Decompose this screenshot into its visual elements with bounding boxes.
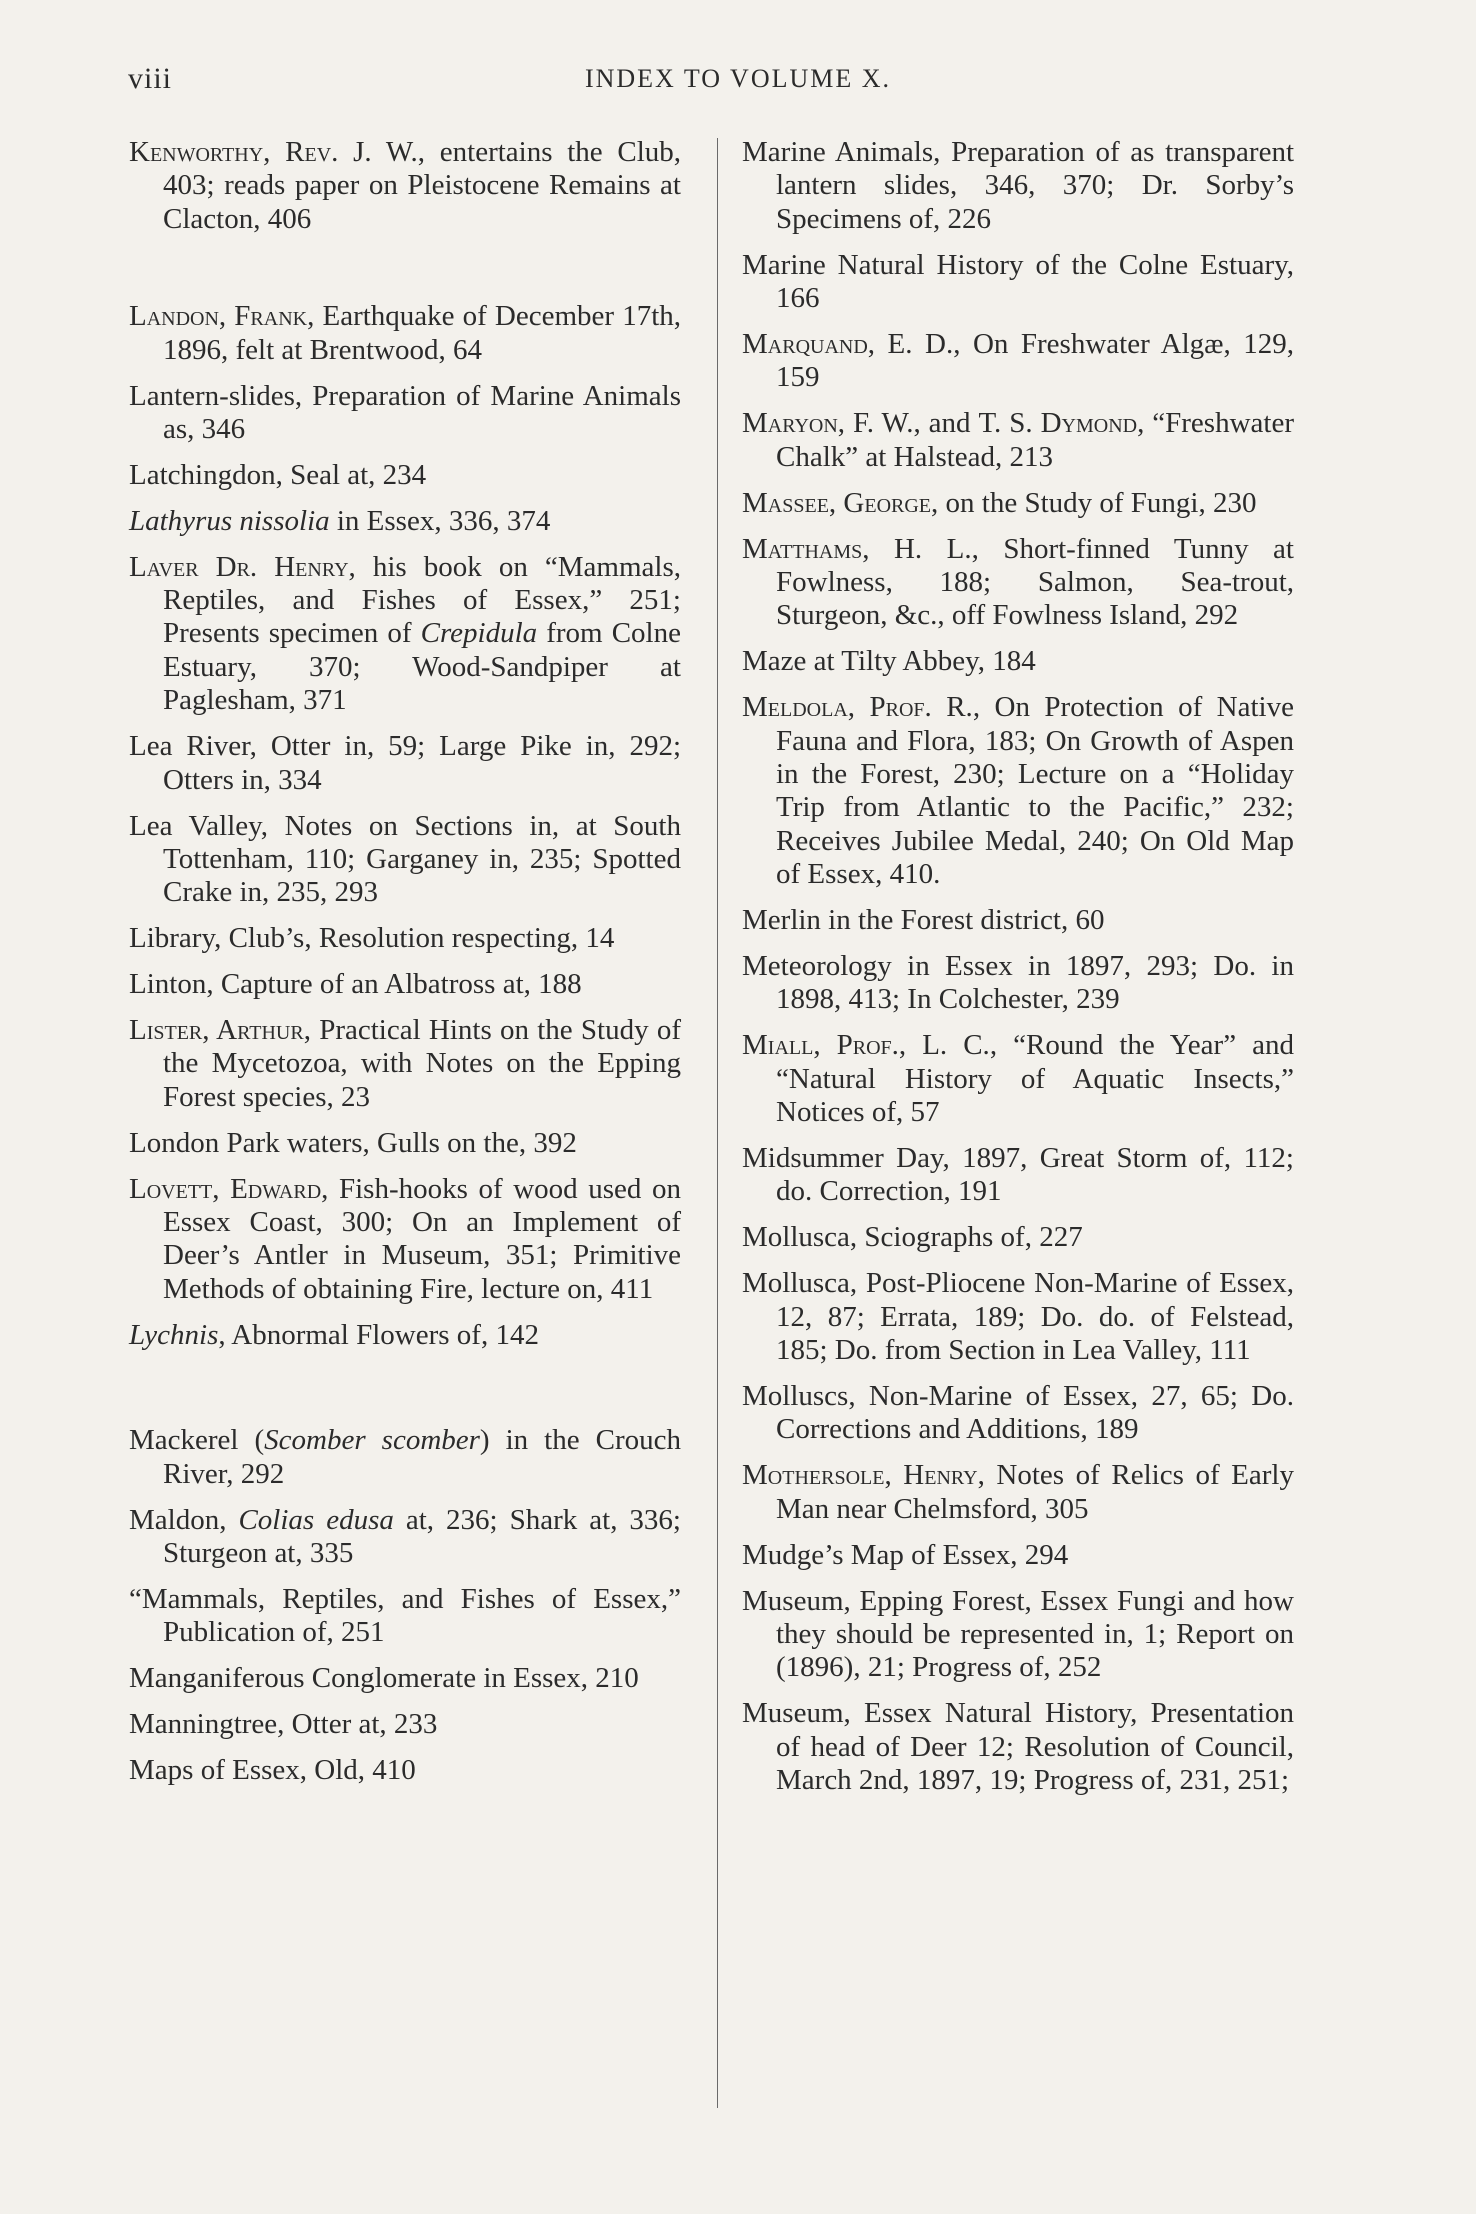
- index-entry: [129, 1127, 681, 1160]
- entry-name: Meldola, Prof. R.: [742, 691, 973, 724]
- page-number: viii: [128, 62, 173, 95]
- index-entry: [742, 136, 1294, 236]
- index-entry: [129, 1708, 681, 1741]
- entry-italic-term: Colias edusa: [238, 1503, 394, 1536]
- entry-name: Miall, Prof., L. C.: [742, 1029, 990, 1062]
- entry-text: Molluscs, Non-Marine of Essex, 27, 65; Do. Corrections and Additions, 189: [742, 1380, 1294, 1446]
- entry-text: London Park waters, Gulls on the, 392: [129, 1126, 577, 1159]
- index-entry: [129, 1014, 681, 1114]
- entry-text: ) in the Crouch River, 292: [163, 1424, 681, 1490]
- entry-text: Mollusca, Sciographs of, 227: [742, 1221, 1083, 1254]
- index-entry: [742, 487, 1294, 520]
- index-entry: [129, 380, 681, 447]
- index-entry: [742, 1221, 1294, 1254]
- entry-text: , Fish-hooks of wood used on Essex Coast, 300; On an Implement of Deer’s Antler in Museum, 351; Primitive Methods of obtaining Fire, lecture on, 411: [163, 1172, 682, 1305]
- index-entry: [742, 645, 1294, 678]
- index-entry: [129, 1583, 681, 1650]
- entry-name: Lovett, Edward: [129, 1172, 322, 1205]
- entry-text: Museum, Essex Natural History, Presentation of head of Deer 12; Resolution of Council, March 2nd, 1897, 19; Progress of, 231, 251;: [742, 1697, 1294, 1797]
- page-header: [0, 62, 1476, 102]
- entry-text: in Essex, 336, 374: [329, 504, 551, 537]
- entry-name: Mothersole, Henry: [742, 1459, 978, 1492]
- index-entry: [742, 1539, 1294, 1572]
- entry-text: , On Protection of Native Fauna and Flora, 183; On Growth of Aspen in the Forest, 230; Lecture on a “Holiday Trip from Atlantic to the Pacific,” 232; Receives Jubilee Medal, 240; On Old Map of Essex, 410.: [776, 691, 1294, 891]
- entry-name: Laver Dr. Henry: [129, 550, 349, 583]
- index-entry: [129, 968, 681, 1001]
- index-entry: [129, 810, 681, 910]
- index-entry: [129, 1754, 681, 1787]
- entry-text: , Abnormal Flowers of, 142: [218, 1318, 539, 1351]
- index-entry: [742, 1697, 1294, 1797]
- entry-text: from Colne Estuary, 370; Wood-Sandpiper at Paglesham, 371: [163, 617, 681, 717]
- column-divider: [717, 138, 718, 2108]
- entry-text: , “Freshwater Chalk” at Halstead, 213: [776, 407, 1294, 473]
- index-entry: [129, 730, 681, 797]
- index-entry: [742, 1585, 1294, 1685]
- entry-name: Massee, George: [742, 486, 932, 519]
- entry-name: Lister, Arthur: [129, 1014, 304, 1047]
- index-entry: [129, 1504, 681, 1571]
- index-entry: [742, 1029, 1294, 1129]
- entry-text: Manganiferous Conglomerate in Essex, 210: [129, 1662, 639, 1695]
- entry-text: Marine Natural History of the Colne Estuary, 166: [742, 248, 1294, 315]
- index-entry: [742, 1267, 1294, 1367]
- entry-text: , Notes of Relics of Early Man near Chelmsford, 305: [776, 1459, 1294, 1525]
- entry-text: Mollusca, Post-Pliocene Non-Marine of Essex, 12, 87; Errata, 189; Do. do. of Felstead, 185; Do. from Section in Lea Valley, 111: [742, 1267, 1294, 1367]
- entry-name: Kenworthy, Rev. J. W.: [129, 136, 418, 168]
- index-entry: [742, 1459, 1294, 1526]
- entry-italic-term: Lathyrus nissolia: [129, 504, 330, 537]
- index-entry: [129, 1319, 681, 1352]
- entry-text: Marine Animals, Preparation of as transparent lantern slides, 346, 370; Dr. Sorby’s Specimens of, 226: [742, 136, 1294, 235]
- entry-name: Maryon, F. W.: [742, 407, 914, 440]
- index-entry: [742, 407, 1294, 474]
- index-entry: [742, 249, 1294, 316]
- entry-name: T. S. Dymond: [978, 407, 1138, 440]
- index-entry: [129, 459, 681, 492]
- entry-text: Manningtree, Otter at, 233: [129, 1708, 438, 1741]
- entry-text: , and: [913, 407, 979, 440]
- index-entry: [742, 533, 1294, 633]
- running-title: INDEX TO VOLUME X.: [584, 64, 892, 93]
- index-entry: [129, 551, 681, 718]
- entry-text: , “Round the Year” and “Natural History of Aquatic Insects,” Notices of, 57: [776, 1029, 1294, 1129]
- index-entry: [742, 691, 1294, 891]
- entry-text: , on the Study of Fungi, 230: [931, 486, 1257, 519]
- index-entry: [129, 1662, 681, 1695]
- entry-name: Marquand, E. D.: [742, 328, 954, 361]
- entry-text: “Mammals, Reptiles, and Fishes of Essex,” Publication of, 251: [129, 1582, 681, 1649]
- entry-text: Maze at Tilty Abbey, 184: [742, 645, 1036, 678]
- entry-italic-term: Scomber scomber: [264, 1424, 480, 1457]
- entry-text: , entertains the Club, 403; reads paper on Pleistocene Remains at Clacton, 406: [163, 136, 682, 235]
- entry-text: , Short-finned Tunny at Fowlness, 188; Salmon, Sea-trout, Sturgeon, &c., off Fowlness Island, 292: [776, 532, 1294, 632]
- index-entry: [742, 904, 1294, 937]
- entry-text: , Practical Hints on the Study of the Mycetozoa, with Notes on the Epping Forest species, 23: [163, 1014, 681, 1113]
- index-entry: [742, 1142, 1294, 1209]
- index-entry: [742, 328, 1294, 395]
- index-entry: [129, 1173, 681, 1307]
- entry-text: Lea River, Otter in, 59; Large Pike in, 292; Otters in, 334: [129, 730, 681, 796]
- entry-italic-term: Lychnis: [129, 1318, 219, 1351]
- index-entry: [129, 505, 681, 538]
- entry-text: Maldon,: [129, 1503, 239, 1536]
- entry-text: , Earthquake of December 17th, 1896, felt at Brentwood, 64: [163, 300, 681, 366]
- index-entry: [129, 300, 681, 367]
- entry-text: Mudge’s Map of Essex, 294: [742, 1538, 1069, 1571]
- entry-text: Museum, Epping Forest, Essex Fungi and how they should be represented in, 1; Report on (1896), 21; Progress of, 252: [742, 1584, 1294, 1684]
- entry-text: Meteorology in Essex in 1897, 293; Do. in 1898, 413; In Colchester, 239: [742, 950, 1294, 1016]
- entry-text: at, 236; Shark at, 336; Sturgeon at, 335: [163, 1503, 681, 1569]
- entry-text: Library, Club’s, Resolution respecting, 14: [129, 922, 615, 955]
- index-entry: [742, 1380, 1294, 1447]
- entry-text: Linton, Capture of an Albatross at, 188: [129, 968, 582, 1001]
- index-entry: [742, 950, 1294, 1017]
- index-column-left: [129, 136, 681, 1800]
- index-entry: [129, 922, 681, 955]
- entry-text: Lea Valley, Notes on Sections in, at South Tottenham, 110; Garganey in, 235; Spotted Crake in, 235, 293: [129, 809, 681, 909]
- entry-italic-term: Crepidula: [420, 617, 538, 650]
- entry-text: Lantern-slides, Preparation of Marine Animals as, 346: [129, 379, 681, 445]
- entry-name: Landon, Frank: [129, 300, 308, 333]
- entry-text: Maps of Essex, Old, 410: [129, 1753, 416, 1786]
- entry-text: Latchingdon, Seal at, 234: [129, 458, 427, 491]
- index-entry: [129, 136, 681, 236]
- index-column-right: [742, 136, 1294, 1810]
- entry-name: Matthams, H. L.: [742, 532, 972, 565]
- entry-text: , On Freshwater Algæ, 129, 159: [776, 328, 1294, 394]
- entry-text: Midsummer Day, 1897, Great Storm of, 112; do. Correction, 191: [742, 1142, 1294, 1208]
- entry-text: Mackerel (: [129, 1424, 265, 1457]
- index-entry: [129, 1424, 681, 1491]
- entry-text: , his book on “Mammals, Reptiles, and Fishes of Essex,” 251; Presents specimen of: [163, 550, 681, 650]
- entry-text: Merlin in the Forest district, 60: [742, 904, 1105, 937]
